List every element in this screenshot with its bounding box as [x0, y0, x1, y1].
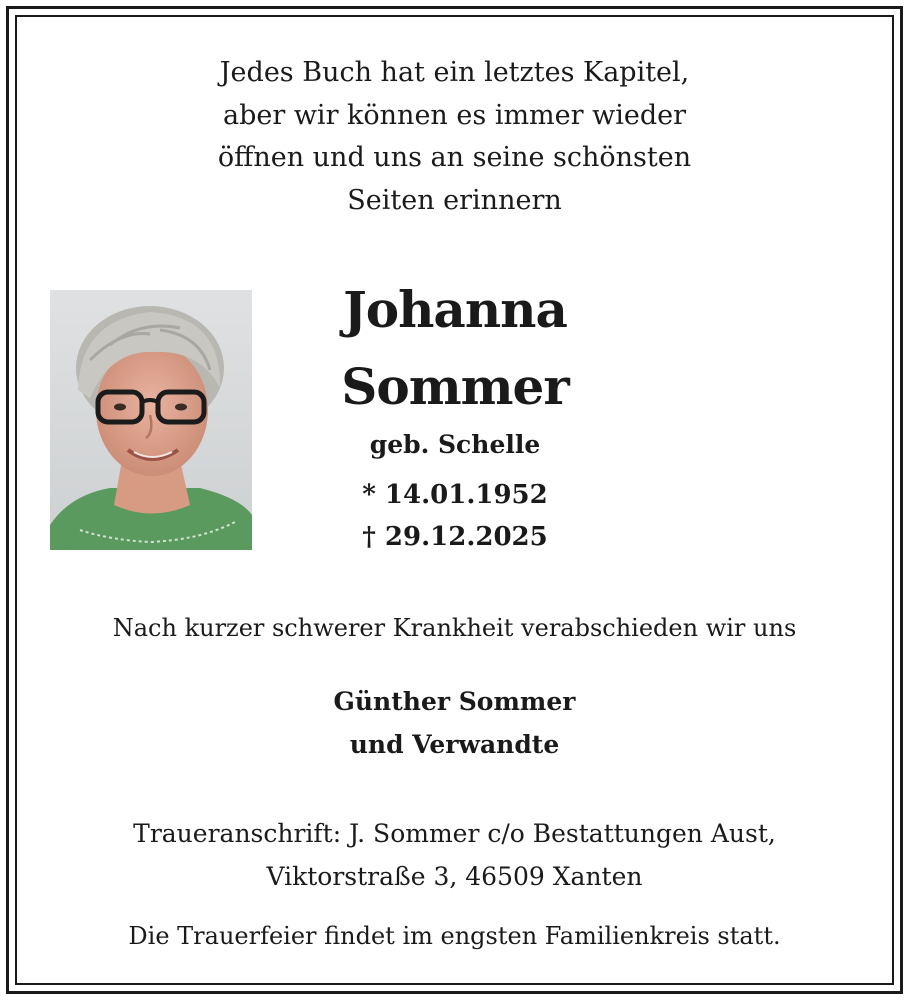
deceased-last-name: Sommer — [341, 357, 569, 416]
address-line-1: Traueranschrift: J. Sommer c/o Bestattungen Aust, — [133, 819, 776, 848]
motto-line-3: öffnen und uns an seine schönsten — [217, 142, 692, 173]
condolence-address — [0, 812, 909, 898]
deceased-birth-name: geb. Schelle — [369, 430, 541, 459]
motto-verse — [0, 52, 909, 222]
motto-line-2: aber wir können es immer wieder — [222, 99, 687, 131]
mourners-block — [0, 680, 909, 766]
farewell-text: Nach kurzer schwerer Krankheit verabschieden wir uns — [112, 614, 797, 642]
deceased-first-name: Johanna — [343, 280, 567, 339]
motto-line-4: Seiten erinnern — [347, 184, 562, 216]
mourner-line-1: Günther Sommer — [333, 687, 576, 716]
ceremony-note: Die Trauerfeier findet im engsten Familienkreis statt. — [128, 922, 781, 950]
birth-date: * 14.01.1952 — [362, 480, 548, 510]
death-date: † 29.12.2025 — [362, 522, 548, 552]
portrait-photo — [50, 290, 252, 550]
motto-line-1: Jedes Buch hat ein letztes Kapitel, — [219, 57, 690, 88]
mourner-line-2: und Verwandte — [349, 730, 560, 759]
address-line-2: Viktorstraße 3, 46509 Xanten — [266, 862, 643, 891]
